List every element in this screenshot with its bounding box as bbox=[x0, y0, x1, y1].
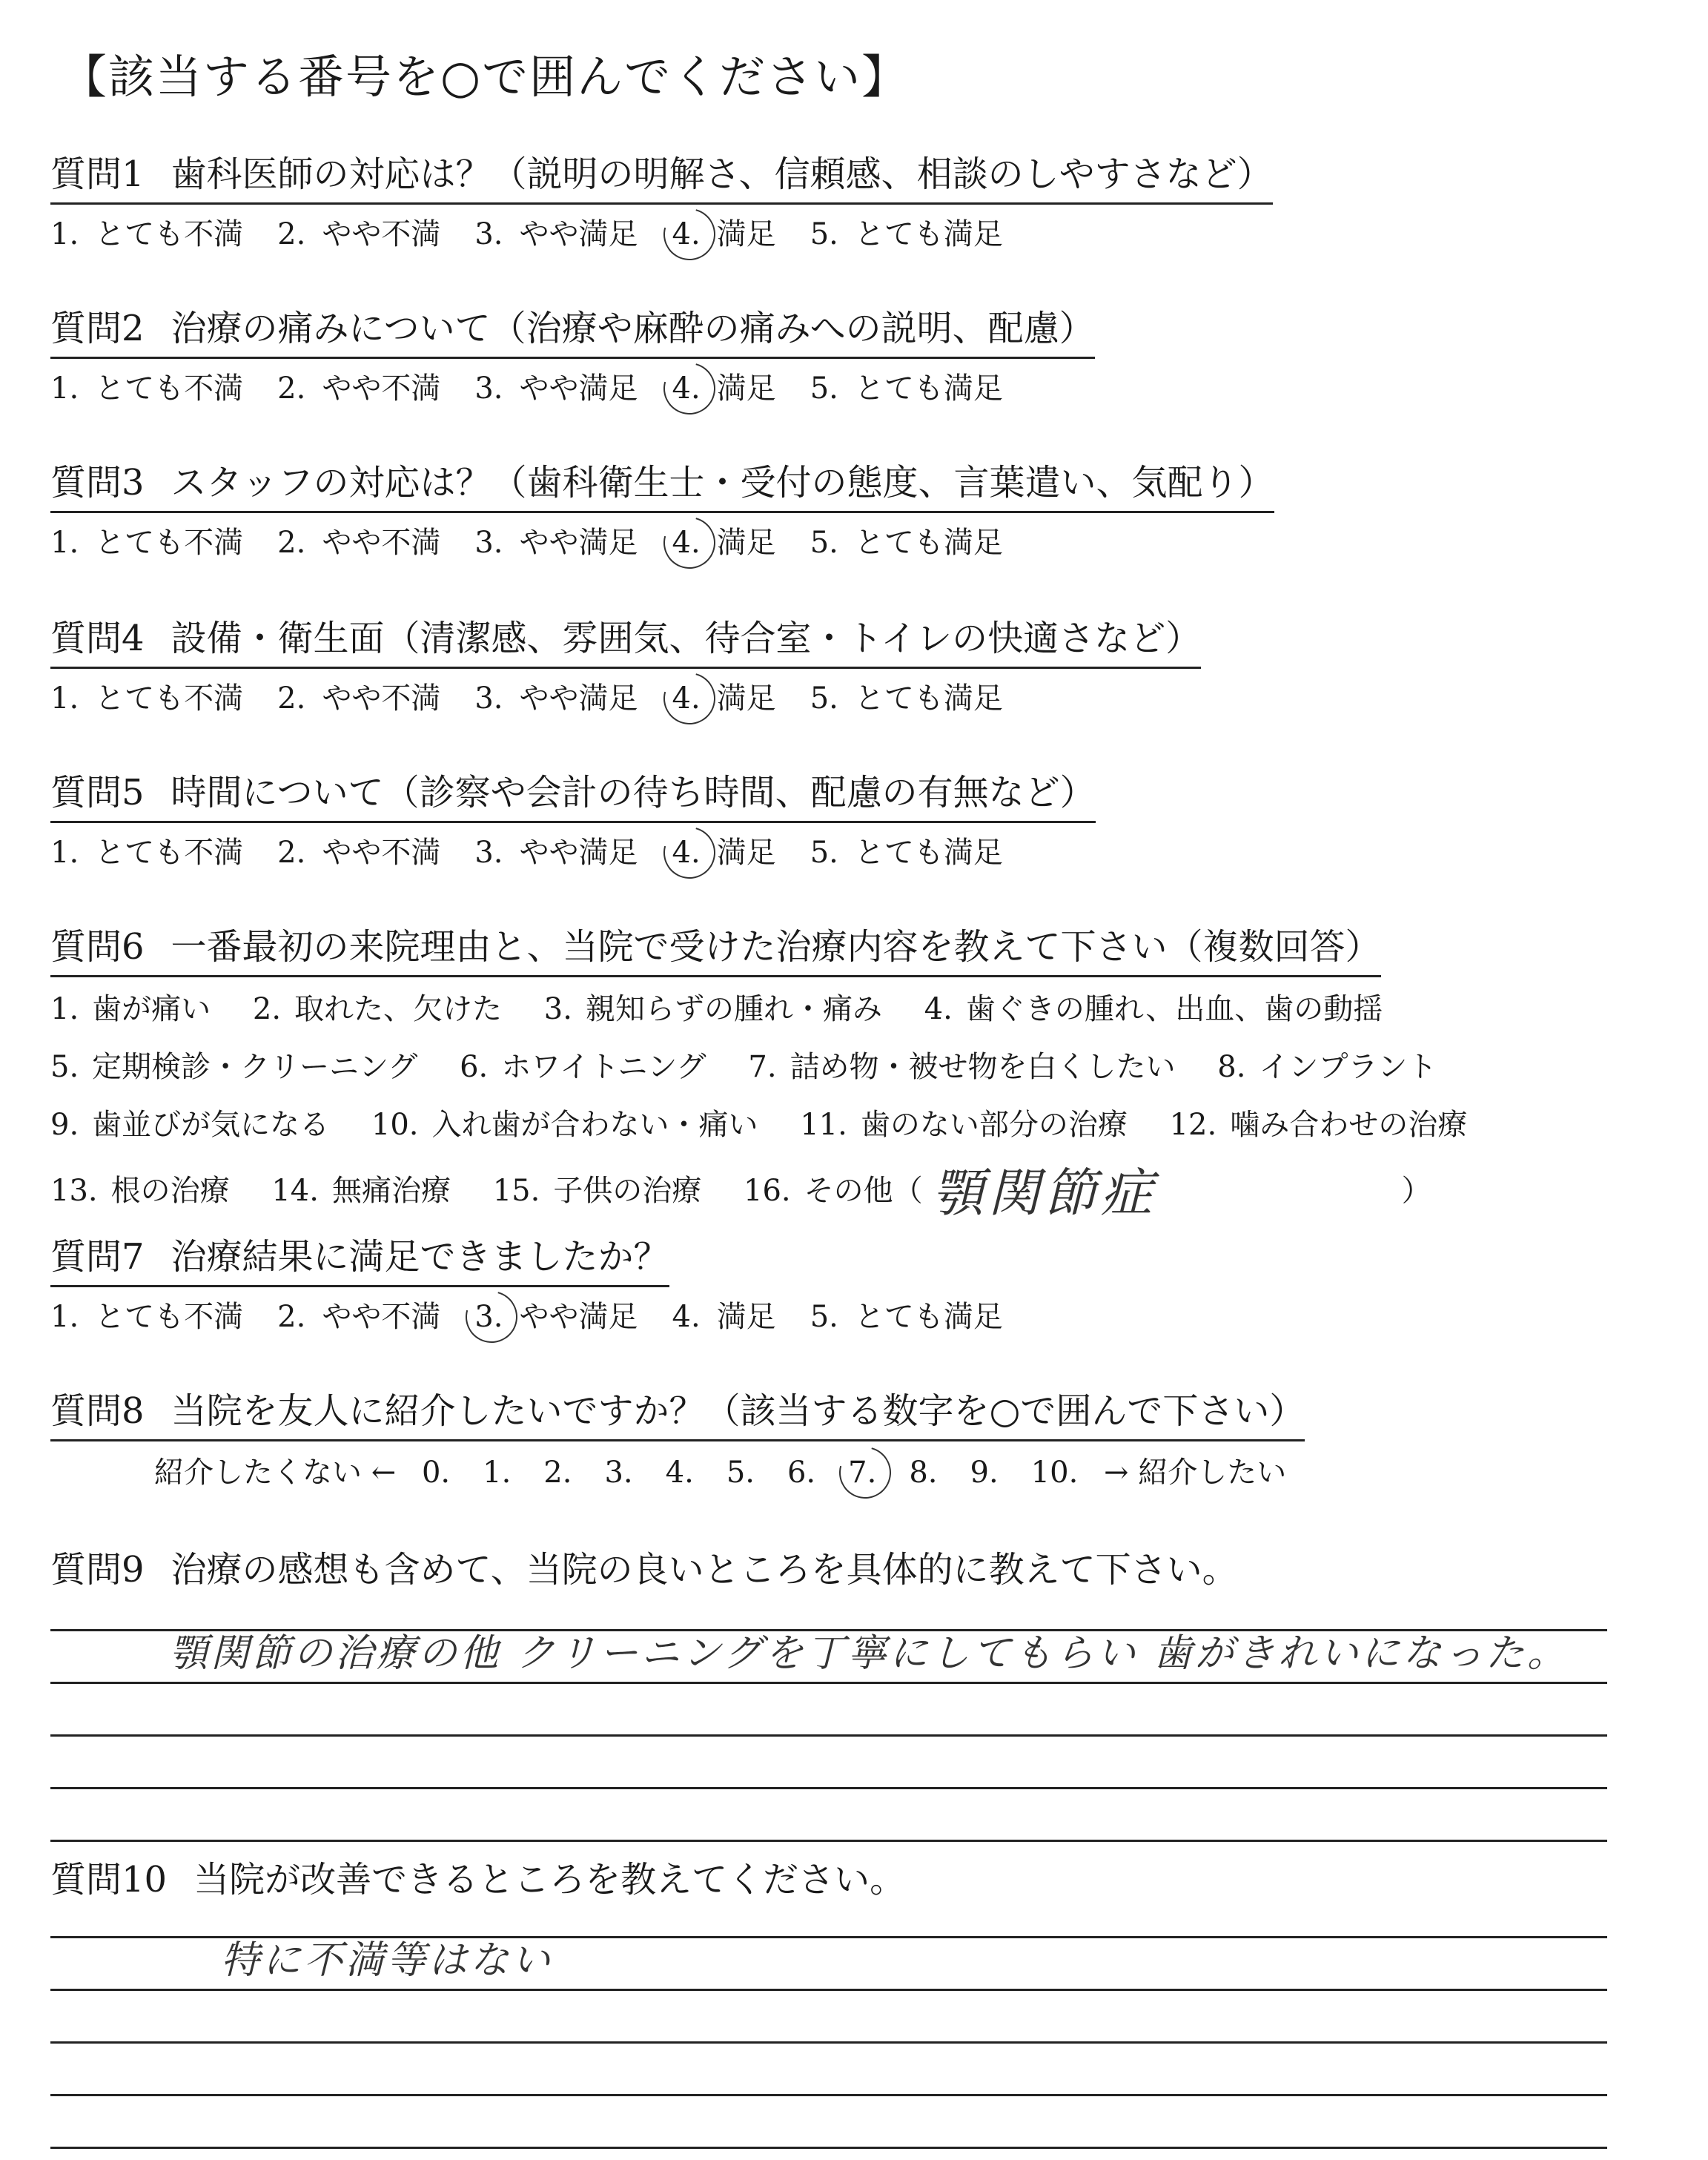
option-number: 3. bbox=[474, 217, 503, 251]
rating-options bbox=[50, 365, 1652, 407]
option-number: 5. bbox=[810, 526, 838, 560]
question-number: 質問3 bbox=[50, 462, 145, 503]
rating-option bbox=[810, 519, 1003, 561]
rating-options bbox=[50, 1293, 1652, 1335]
rating-option bbox=[810, 675, 1003, 717]
option-label: やや不満 bbox=[322, 217, 441, 251]
option-label: 満足 bbox=[716, 526, 776, 560]
rating-option bbox=[672, 675, 776, 717]
option-number: 1. bbox=[50, 1300, 79, 1334]
reason-item bbox=[748, 1038, 1175, 1096]
option-number: 2. bbox=[277, 681, 306, 716]
answer-line bbox=[50, 2096, 1607, 2149]
item-number: 2. bbox=[252, 992, 282, 1026]
item-number: 13. bbox=[50, 1174, 98, 1208]
item-number: 11. bbox=[800, 1108, 847, 1142]
question-number: 質問9 bbox=[50, 1549, 145, 1591]
answer-line bbox=[50, 1938, 1607, 1991]
question-number: 質問2 bbox=[50, 308, 145, 349]
option-number: 2. bbox=[277, 371, 306, 406]
question-number: 質問5 bbox=[50, 772, 145, 813]
question-number: 質問6 bbox=[50, 926, 145, 968]
option-label: とても満足 bbox=[854, 681, 1003, 716]
item-number: 15. bbox=[492, 1174, 540, 1208]
rating-option bbox=[474, 365, 638, 407]
rating-option bbox=[474, 829, 638, 871]
option-label: とても満足 bbox=[854, 1300, 1003, 1334]
question-3 bbox=[50, 454, 1652, 561]
item-label: 歯のない部分の治療 bbox=[860, 1108, 1128, 1142]
rating-option bbox=[672, 365, 776, 407]
reason-item bbox=[271, 1162, 451, 1220]
option-number-circled: 3. bbox=[474, 1300, 503, 1334]
item-number: 10. bbox=[371, 1108, 419, 1142]
question-3-title bbox=[50, 454, 1274, 513]
q10-handwritten-answer: 特に不満等はない bbox=[221, 1938, 554, 1983]
rating-option bbox=[50, 1293, 243, 1335]
option-label: やや不満 bbox=[322, 836, 441, 870]
option-label: とても不満 bbox=[95, 1300, 244, 1334]
option-label: 満足 bbox=[716, 681, 776, 716]
item-label: 歯ぐきの腫れ、出血、歯の動揺 bbox=[965, 992, 1383, 1026]
question-9 bbox=[50, 1541, 1652, 1842]
question-4 bbox=[50, 610, 1652, 717]
option-number: 1. bbox=[50, 526, 79, 560]
option-label: 満足 bbox=[716, 1300, 776, 1334]
answer-line bbox=[50, 1991, 1607, 2044]
q9-handwritten-answer: 顎関節の治療の他 クリーニングを丁寧にしてもらい 歯がきれいになった。 bbox=[169, 1631, 1569, 1676]
item-label: 歯が痛い bbox=[92, 992, 211, 1026]
reason-row bbox=[50, 1038, 1652, 1096]
option-number: 2. bbox=[277, 1300, 306, 1334]
option-label: やや不満 bbox=[322, 1300, 441, 1334]
question-text: 当院を友人に紹介したいですか？（該当する数字を○で囲んで下さい） bbox=[171, 1390, 1305, 1432]
option-number: 5. bbox=[810, 217, 838, 251]
reason-item bbox=[50, 980, 211, 1038]
item-label: 取れた、欠けた bbox=[294, 992, 503, 1026]
item-number: 9. bbox=[50, 1108, 79, 1142]
question-text: 治療結果に満足できましたか？ bbox=[171, 1236, 669, 1278]
reason-options bbox=[50, 980, 1652, 1223]
item-number: 1. bbox=[50, 992, 79, 1026]
option-label: とても満足 bbox=[854, 836, 1003, 870]
rating-option bbox=[277, 829, 440, 871]
question-text: 歯科医師の対応は？（説明の明解さ、信頼感、相談のしやすさなど） bbox=[171, 153, 1273, 195]
option-label: やや不満 bbox=[322, 526, 441, 560]
scale-values bbox=[406, 1456, 1094, 1490]
answer-lines bbox=[50, 1607, 1652, 1842]
question-6-title bbox=[50, 918, 1381, 977]
rating-option bbox=[277, 211, 440, 253]
rating-option bbox=[277, 675, 440, 717]
question-10-title bbox=[50, 1851, 905, 1908]
option-number-circled: 4. bbox=[672, 836, 701, 870]
reason-item bbox=[253, 980, 502, 1038]
option-label: やや満足 bbox=[519, 217, 638, 251]
option-number: 1. bbox=[50, 217, 79, 251]
scale-left-label: 紹介したくない ← bbox=[154, 1456, 397, 1490]
rating-option bbox=[672, 519, 776, 561]
option-number: 3. bbox=[474, 371, 503, 406]
rating-option bbox=[277, 519, 440, 561]
scale-right-label: → 紹介したい bbox=[1104, 1456, 1287, 1490]
reason-item bbox=[800, 1096, 1128, 1154]
option-label: とても不満 bbox=[95, 371, 244, 406]
reason-item bbox=[744, 1162, 923, 1220]
rating-option bbox=[810, 365, 1003, 407]
option-label: とても不満 bbox=[95, 681, 244, 716]
option-number: 3. bbox=[474, 526, 503, 560]
item-number: 5. bbox=[50, 1050, 79, 1084]
rating-option bbox=[810, 1293, 1003, 1335]
question-text: スタッフの対応は？（歯科衛生士・受付の態度、言葉遣い、気配り） bbox=[171, 462, 1274, 503]
reason-item bbox=[371, 1096, 758, 1154]
rating-options bbox=[50, 211, 1652, 253]
question-2 bbox=[50, 300, 1652, 407]
option-label: 満足 bbox=[716, 217, 776, 251]
option-number: 3. bbox=[474, 681, 503, 716]
rating-option bbox=[474, 211, 638, 253]
item-label: その他（ bbox=[804, 1174, 923, 1208]
scale-value: 3. bbox=[604, 1456, 633, 1490]
question-number: 質問8 bbox=[50, 1390, 145, 1432]
option-label: 満足 bbox=[716, 836, 776, 870]
scale-value: 1. bbox=[483, 1456, 512, 1490]
item-number: 8. bbox=[1217, 1050, 1246, 1084]
question-number: 質問7 bbox=[50, 1236, 145, 1278]
rating-options bbox=[50, 675, 1652, 717]
option-label: やや不満 bbox=[322, 371, 441, 406]
answer-line bbox=[50, 1789, 1607, 1842]
option-label: とても不満 bbox=[95, 836, 244, 870]
reason-row bbox=[50, 1154, 1652, 1223]
option-number-circled: 4. bbox=[672, 371, 701, 406]
rating-options bbox=[50, 829, 1652, 871]
question-5 bbox=[50, 764, 1652, 871]
item-number: 6. bbox=[460, 1050, 489, 1084]
item-label: 定期検診・クリーニング bbox=[92, 1050, 418, 1084]
option-number: 4. bbox=[672, 1300, 701, 1334]
option-label: とても満足 bbox=[854, 526, 1003, 560]
item-label: 親知らずの腫れ・痛み bbox=[585, 992, 882, 1026]
item-number: 7. bbox=[748, 1050, 777, 1084]
option-number: 2. bbox=[277, 217, 306, 251]
reason-item bbox=[493, 1162, 702, 1220]
rating-option bbox=[672, 829, 776, 871]
item-label: 歯並びが気になる bbox=[92, 1108, 330, 1142]
question-7 bbox=[50, 1228, 1652, 1335]
option-number-circled: 4. bbox=[672, 526, 701, 560]
option-label: やや満足 bbox=[519, 371, 638, 406]
item-number: 12. bbox=[1169, 1108, 1217, 1142]
reason-item bbox=[50, 1162, 230, 1220]
option-number: 1. bbox=[50, 681, 79, 716]
option-label: やや満足 bbox=[519, 1300, 638, 1334]
option-number: 5. bbox=[810, 681, 838, 716]
option-label: とても不満 bbox=[95, 217, 244, 251]
item-label: 子供の治療 bbox=[553, 1174, 702, 1208]
answer-line bbox=[50, 1631, 1607, 1684]
rating-option bbox=[474, 1293, 638, 1335]
scale-value: 6. bbox=[787, 1456, 816, 1490]
close-paren: ） bbox=[1401, 1174, 1431, 1208]
option-number: 1. bbox=[50, 836, 79, 870]
other-handwritten-answer: 顎関節症 bbox=[931, 1163, 1157, 1223]
scale-value: 4. bbox=[665, 1456, 694, 1490]
rating-option bbox=[474, 675, 638, 717]
item-number: 3. bbox=[543, 992, 572, 1026]
scale-value-circled: 7. bbox=[848, 1456, 877, 1490]
option-number-circled: 4. bbox=[672, 217, 701, 251]
option-label: とても満足 bbox=[854, 371, 1003, 406]
item-number: 16. bbox=[744, 1174, 791, 1208]
scale-value: 0. bbox=[421, 1456, 451, 1490]
option-number: 2. bbox=[277, 836, 306, 870]
rating-option bbox=[474, 519, 638, 561]
option-number: 5. bbox=[810, 1300, 838, 1334]
item-label: 入れ歯が合わない・痛い bbox=[431, 1108, 758, 1142]
item-label: ホワイトニング bbox=[501, 1050, 706, 1084]
question-5-title bbox=[50, 764, 1096, 823]
item-label: 根の治療 bbox=[110, 1174, 230, 1208]
rating-option bbox=[50, 829, 243, 871]
rating-option bbox=[50, 519, 243, 561]
answer-line bbox=[50, 2044, 1607, 2096]
rating-option bbox=[810, 829, 1003, 871]
item-label: 詰め物・被せ物を白くしたい bbox=[790, 1050, 1176, 1084]
scale-value: 8. bbox=[909, 1456, 938, 1490]
question-8-title bbox=[50, 1382, 1305, 1441]
rating-option bbox=[50, 365, 243, 407]
option-number: 3. bbox=[474, 836, 503, 870]
reason-item bbox=[50, 1038, 417, 1096]
question-2-title bbox=[50, 300, 1095, 359]
option-label: やや満足 bbox=[519, 681, 638, 716]
rating-option bbox=[277, 1293, 440, 1335]
answer-lines bbox=[50, 1917, 1652, 2149]
item-number: 4. bbox=[924, 992, 953, 1026]
question-text: 設備・衛生面（清潔感、雰囲気、待合室・トイレの快適さなど） bbox=[171, 618, 1202, 659]
form-header: 【該当する番号を○で囲んでください】 bbox=[61, 50, 910, 104]
item-label: 噛み合わせの治療 bbox=[1230, 1108, 1468, 1142]
item-label: インプラント bbox=[1259, 1050, 1437, 1084]
option-number: 1. bbox=[50, 371, 79, 406]
answer-line bbox=[50, 1737, 1607, 1789]
reason-item bbox=[50, 1096, 329, 1154]
option-number-circled: 4. bbox=[672, 681, 701, 716]
reason-item bbox=[924, 980, 1383, 1038]
item-number: 14. bbox=[271, 1174, 319, 1208]
question-4-title bbox=[50, 610, 1201, 669]
scale-value: 9. bbox=[970, 1456, 999, 1490]
option-label: やや満足 bbox=[519, 526, 638, 560]
reason-item bbox=[1217, 1038, 1437, 1096]
rating-option bbox=[810, 211, 1003, 253]
item-label: 無痛治療 bbox=[331, 1174, 451, 1208]
recommend-scale bbox=[154, 1449, 1652, 1491]
option-label: とても満足 bbox=[854, 217, 1003, 251]
rating-option bbox=[50, 211, 243, 253]
reason-item bbox=[460, 1038, 706, 1096]
rating-option bbox=[672, 1293, 776, 1335]
question-text: 治療の感想も含めて、当院の良いところを具体的に教えて下さい。 bbox=[171, 1549, 1238, 1591]
question-1 bbox=[50, 145, 1652, 253]
question-1-title bbox=[50, 145, 1273, 205]
option-number: 2. bbox=[277, 526, 306, 560]
reason-row bbox=[50, 980, 1652, 1038]
option-label: とても不満 bbox=[95, 526, 244, 560]
reason-item bbox=[1170, 1096, 1468, 1154]
question-8 bbox=[50, 1382, 1652, 1491]
option-label: やや満足 bbox=[519, 836, 638, 870]
question-number: 質問10 bbox=[50, 1859, 168, 1900]
scale-value: 10. bbox=[1030, 1456, 1079, 1490]
question-7-title bbox=[50, 1228, 669, 1287]
reason-item bbox=[544, 980, 882, 1038]
question-text: 当院が改善できるところを教えてください。 bbox=[193, 1859, 906, 1900]
question-number: 質問1 bbox=[50, 153, 145, 195]
scale-value: 5. bbox=[726, 1456, 755, 1490]
answer-line bbox=[50, 1684, 1607, 1737]
rating-options bbox=[50, 519, 1652, 561]
question-6 bbox=[50, 918, 1652, 1223]
question-text: 治療の痛みについて（治療や麻酔の痛みへの説明、配慮） bbox=[171, 308, 1095, 349]
option-number: 5. bbox=[810, 371, 838, 406]
question-text: 時間について（診察や会計の待ち時間、配慮の有無など） bbox=[171, 772, 1096, 813]
option-number: 5. bbox=[810, 836, 838, 870]
question-text: 一番最初の来院理由と、当院で受けた治療内容を教えて下さい（複数回答） bbox=[171, 926, 1381, 968]
rating-option bbox=[672, 211, 776, 253]
rating-option bbox=[277, 365, 440, 407]
option-label: やや不満 bbox=[322, 681, 441, 716]
scale-value: 2. bbox=[543, 1456, 572, 1490]
reason-row bbox=[50, 1096, 1652, 1154]
question-10 bbox=[50, 1851, 1652, 2149]
question-9-title bbox=[50, 1541, 1238, 1598]
rating-option bbox=[50, 675, 243, 717]
question-number: 質問4 bbox=[50, 618, 145, 659]
option-label: 満足 bbox=[716, 371, 776, 406]
